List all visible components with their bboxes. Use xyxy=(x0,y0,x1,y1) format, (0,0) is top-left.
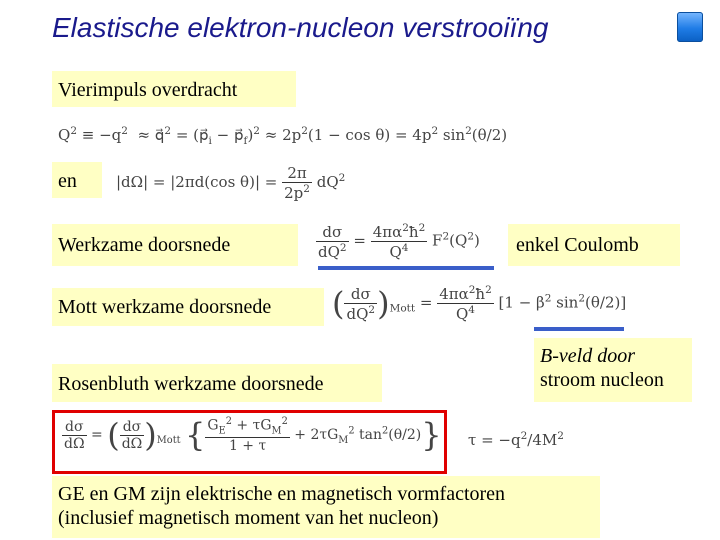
equation-tau: $\tau = -q^2/4M^2$ xyxy=(468,430,564,449)
mott-underline xyxy=(534,327,624,331)
slide-title: Elastische elektron-nucleon verstrooiïng xyxy=(52,12,549,43)
blue-square-icon xyxy=(677,12,703,42)
mott-label: Mott werkzame doorsnede xyxy=(52,288,324,326)
bveld-label: B-veld door stroom nucleon xyxy=(534,338,692,402)
en-label: en xyxy=(52,162,102,198)
rosenbluth-label: Rosenbluth werkzame doorsnede xyxy=(52,364,382,402)
equation-q2: $Q^2 \equiv -q^2$ ≈ q⃗$^2$ = ($p⃗_i$ − $p⃗_f)^2 \approx 2p^2(1 - \cos \theta) = 4p^2$ $\sin^2(\theta/2)$ xyxy=(58,125,508,147)
equation-werkzame: $\frac{d\sigma}{dQ^2}$ = $\frac{4\pi\alpha^2ħ^2}{Q^4}$ $F^2(Q^2)$ xyxy=(318,222,480,261)
werkzame-underline xyxy=(318,266,494,270)
equation-domega: |dΩ| = |2πd(cos θ)| = $\frac{2\pi}{2p^2}$ $dQ^2$ xyxy=(116,164,346,202)
footer-line-1: GE en GM zijn elektrische en magnetisch vormfactoren xyxy=(58,483,506,505)
equation-mott: ( $\frac{d\sigma}{dQ^2}$ )$_{Mott}$ = $\frac{4\pi\alpha^2ħ^2}{Q^4}$ [$1 - \beta^2$ $\sin^2(\theta/2)$] xyxy=(332,284,627,323)
equation-rosenbluth: $\frac{d\sigma}{d\Omega}$ = ( $\frac{d\sigma}{d\Omega}$ )$_{Mott}$ { $\frac{G_E^2 + \tau G_M^2}{1 + \tau}$ + $2\tau G_M^2$ $\tan^2(\theta/2)$} xyxy=(64,416,442,454)
werkzame-label: Werkzame doorsnede xyxy=(52,224,298,266)
footer-note xyxy=(52,476,600,538)
vierimpuls-label: Vierimpuls overdracht xyxy=(52,71,296,107)
footer-line-2: (inclusief magnetisch moment van het nucleon) xyxy=(58,507,439,529)
enkel-coulomb-label: enkel Coulomb xyxy=(508,224,680,266)
